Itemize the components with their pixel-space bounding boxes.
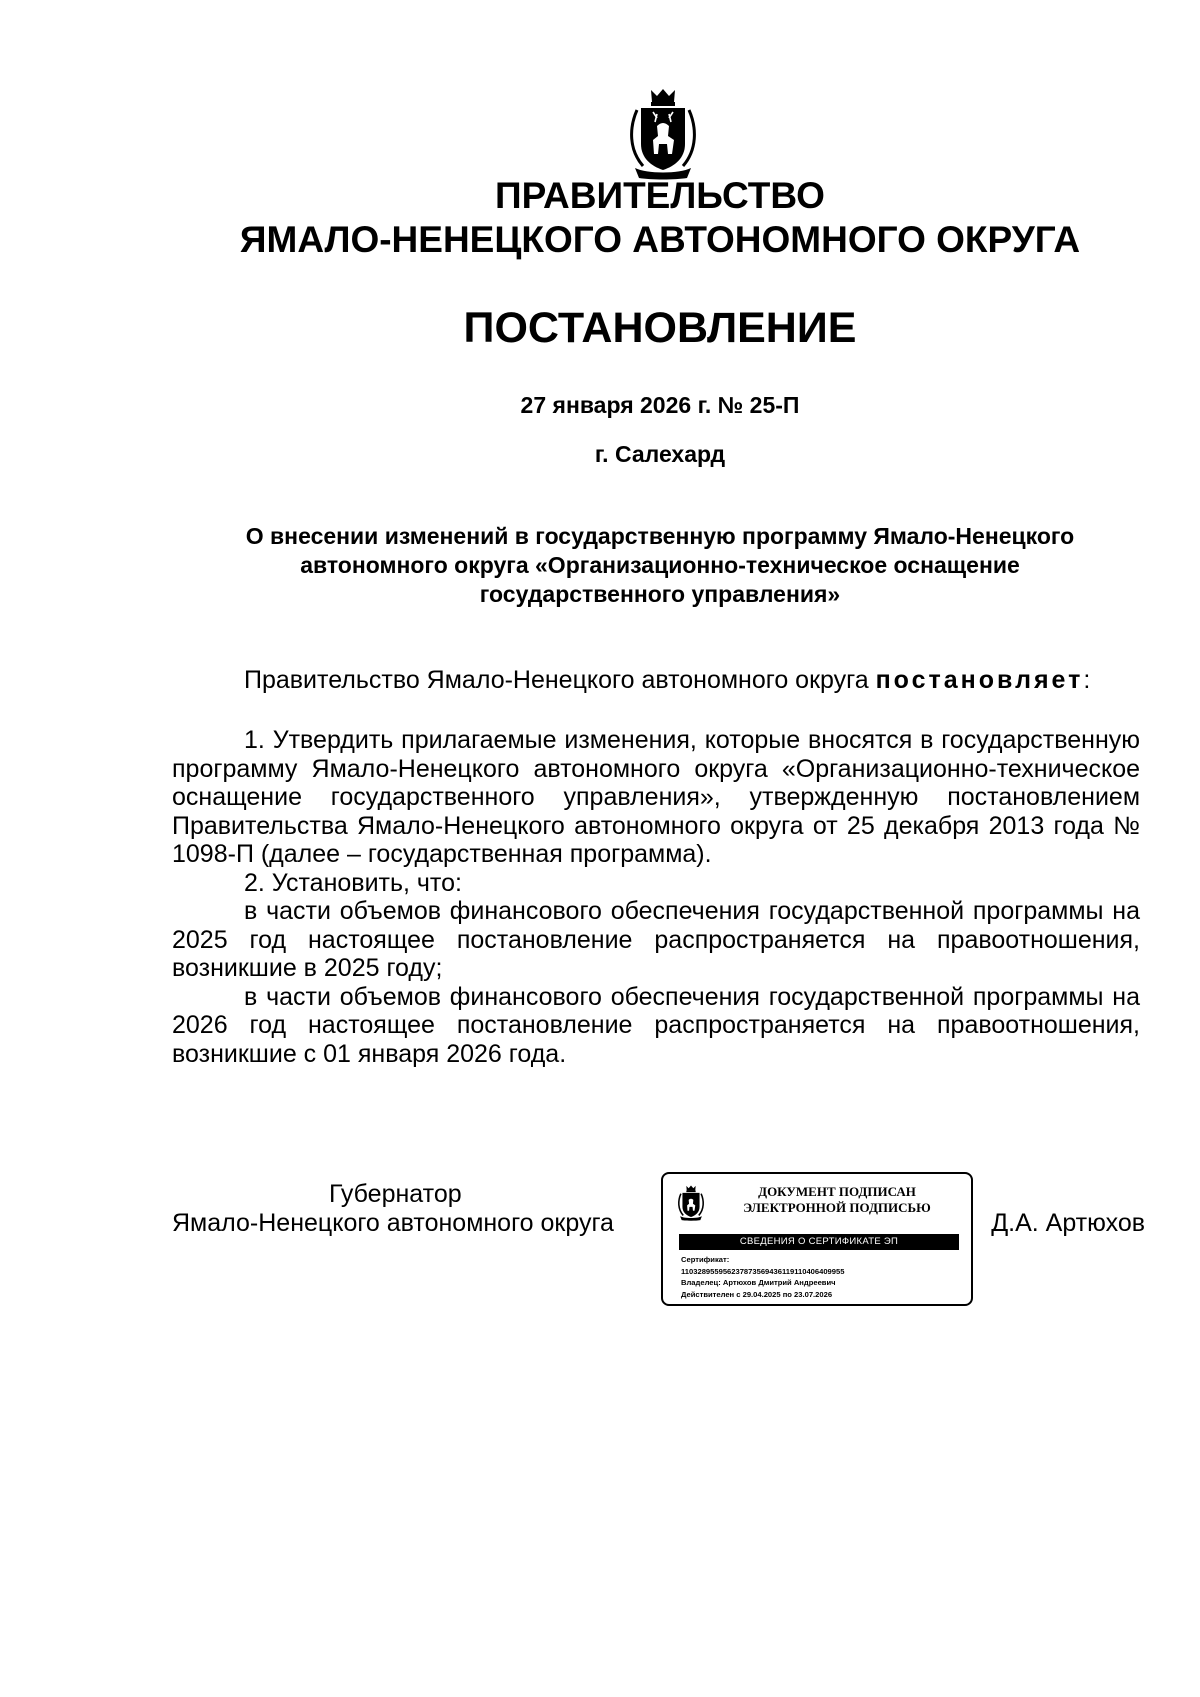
org-title-line2: ЯМАЛО-НЕНЕЦКОГО АВТОНОМНОГО ОКРУГА bbox=[239, 219, 1081, 260]
document-date-number: 27 января 2026 г. № 25-П bbox=[520, 392, 800, 418]
preamble-keyword: постановляет bbox=[875, 666, 1084, 694]
certificate-validity: Действителен с 29.04.2025 по 23.07.2026 bbox=[681, 1289, 833, 1299]
subject-line: автономного округа «Организационно-техническое оснащение bbox=[300, 552, 1020, 578]
certificate-details bbox=[681, 1254, 967, 1300]
item-2-clause-1: в части объемов финансового обеспечения государственной программы на 2025 год настоящее постановление распространяется на правоотношения, возникшие в 2025 году; bbox=[172, 897, 1140, 982]
subject-line: О внесении изменений в государственную программу Ямало-Ненецкого bbox=[245, 523, 1075, 549]
stamp-title-line: ДОКУМЕНТ ПОДПИСАН bbox=[758, 1184, 916, 1199]
item-2-clause-2: в части объемов финансового обеспечения государственной программы на 2026 год настоящее постановление распространяется на правоотношения, возникшие с 01 января 2026 года. bbox=[172, 982, 1140, 1068]
org-title-line1: ПРАВИТЕЛЬСТВО bbox=[495, 175, 825, 216]
certificate-info-bar: СВЕДЕНИЯ О СЕРТИФИКАТЕ ЭП bbox=[679, 1234, 959, 1250]
coat-of-arms-icon bbox=[677, 1184, 705, 1222]
position-title: Губернатор bbox=[329, 1180, 462, 1208]
stamp-title-line: ЭЛЕКТРОННОЙ ПОДПИСЬЮ bbox=[743, 1200, 931, 1215]
document-city: г. Салехард bbox=[594, 441, 726, 467]
certificate-label: Сертификат: bbox=[681, 1255, 730, 1264]
preamble bbox=[172, 666, 1140, 695]
document-subject bbox=[170, 522, 1150, 609]
item-2: 2. Установить, что: bbox=[244, 868, 462, 897]
preamble-text: Правительство Ямало-Ненецкого автономного округа bbox=[244, 666, 876, 694]
electronic-signature-stamp bbox=[661, 1172, 973, 1306]
subject-line: государственного управления» bbox=[479, 581, 841, 607]
position-region: Ямало-Ненецкого автономного округа bbox=[172, 1209, 614, 1237]
document-type: ПОСТАНОВЛЕНИЕ bbox=[463, 304, 857, 352]
stamp-title bbox=[717, 1184, 957, 1216]
coat-of-arms-icon bbox=[627, 88, 699, 180]
signatory-position bbox=[172, 1180, 642, 1238]
resolution-items bbox=[172, 726, 1140, 1068]
certificate-number: 110328955956237873569436119110406409955 bbox=[681, 1266, 845, 1276]
preamble-colon: : bbox=[1083, 666, 1091, 694]
item-1: 1. Утвердить прилагаемые изменения, которые вносятся в государственную программу Ямало-Ненецкого автономного округа «Организационно-техническое оснащение государственного управления», утвержденную постановлением Правительства Ямало-Ненецкого автономного округа от 25 декабря 2013 года № 1098-П (далее – государственная программа). bbox=[172, 726, 1140, 868]
signatory-name: Д.А. Артюхов bbox=[991, 1209, 1145, 1237]
certificate-owner: Владелец: Артюхов Дмитрий Андреевич bbox=[681, 1278, 836, 1287]
